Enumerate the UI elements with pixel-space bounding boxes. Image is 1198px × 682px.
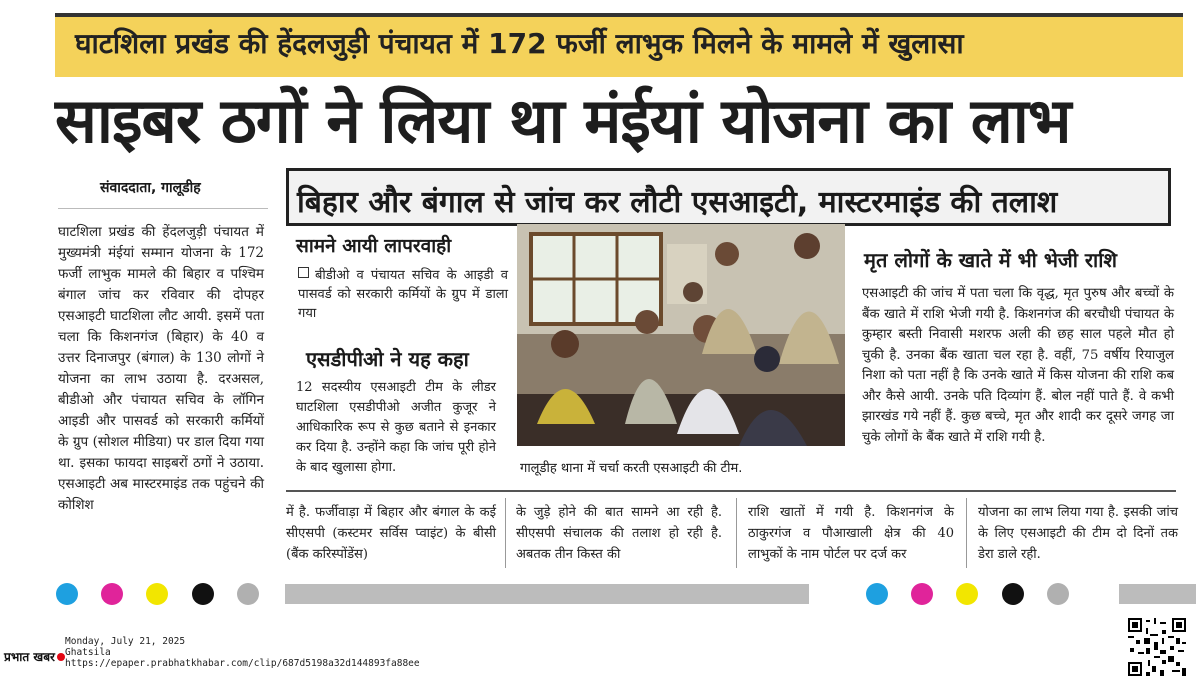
bottom-column-2: के जुड़े होने की बात सामने आ रही है. सीएसपी संचालक की तलाश हो रही है. अबतक तीन किस्त की — [516, 505, 722, 562]
bottom-column-4: योजना का लाभ लिया गया है. इसकी जांच के लिए एसआइटी की टीम दो दिनों तक डेरा डाले रही. — [978, 505, 1178, 562]
lead-paragraph: घाटशिला प्रखंड की हेंदलजुड़ी पंचायत में मुख्यमंत्री मंईयां सम्मान योजना के 172 फर्जी लाभुक मामले की बिहार व पश्चिम बंगाल जांच कर रविवार की दोपहर एसआइटी घाटशिला लौट आयी. इसमें पता चला कि किशनगंज (बिहार) के 40 व उत्तर दिनाजपुर (बंगाल) के 130 लोगों ने योजना का लाभ उठाया है. दरअसल, बीडीओ और पंचायत सचिव के लॉगिन आइडी और पासवर्ड को सरकारी कर्मियों के ग्रुप (सोशल मीडिया) पर डाल दिया गया था. इसका फायदा साइबरों ठगों ने उठाया. एसआइटी अब मास्टरमाइंड तक पहुंचने की कोशिश — [58, 224, 264, 513]
sub-headline: बिहार और बंगाल से जांच कर लौटी एसआइटी, मास्टरमाइंड की तलाश — [286, 168, 1171, 226]
photo-caption: गालूडीह थाना में चर्चा करती एसआइटी की टीम. — [520, 461, 743, 476]
section-divider — [286, 490, 1176, 492]
black-register-mark — [1002, 583, 1024, 605]
brand-logo — [4, 648, 65, 665]
magenta-register-mark — [101, 583, 123, 605]
yellow-register-mark — [956, 583, 978, 605]
bottom-column-3: राशि खातों में गयी है. किशनगंज के ठाकुरगंज व पौआखाली क्षेत्र की 40 लाभुकों के नाम पोर्टल पर दर्ज कर — [748, 505, 954, 562]
byline-divider — [58, 208, 268, 209]
column-divider — [966, 498, 967, 568]
byline: संवाददाता, गालूडीह — [100, 180, 201, 196]
news-photo — [517, 224, 845, 446]
brand-logo-text: प्रभात खबर — [4, 650, 55, 664]
clip-url[interactable]: https://epaper.prabhatkhabar.com/clip/687d5198a32d144893fa88ee — [65, 658, 420, 669]
clip-place: Ghatsila — [65, 647, 111, 658]
main-headline: साइबर ठगों ने लिया था मंईयां योजना का लाभ — [55, 84, 1071, 157]
cyan-register-mark — [56, 583, 78, 605]
print-color-bar — [285, 584, 809, 604]
box-heading-negligence: सामने आयी लापरवाही — [296, 235, 452, 257]
black-register-mark — [192, 583, 214, 605]
checkbox-bullet-icon — [298, 267, 309, 278]
clip-metadata — [65, 636, 420, 669]
grey-register-mark — [1047, 583, 1069, 605]
side-paragraph: एसआइटी की जांच में पता चला कि वृद्ध, मृत पुरुष और बच्चों के बैंक खाते में राशि भेजी गयी है. किशनगंज की बरचौधी पंचायत के कुम्हार बस्ती निवासी मशरफ अली की छह साल पहले मौत हो चुकी है. उनका बैंक खाता चल रहा है. वहीं, 75 वर्षीय रियाजुल निशा को पता नहीं है कि उनके खाते में किस योजना की राशि कब और कैसे आयी. उनके पति दिव्यांग हैं. बोल नहीं पाते हैं. वे कभी झारखंड गये नहीं हैं. कुछ बच्चे, मृत और शादी कर दूसरे जगह जा चुके लोगों के बैंक खाते में राशि गयी है. — [862, 286, 1174, 445]
box-sdpo-text: 12 सदस्यीय एसआइटी टीम के लीडर घाटशिला एसडीपीओ अजीत कुजूर ने आधिकारिक रूप से कुछ बताने से इनकार कर दिया है. उन्होंने कहा कि जांच पूरी होने के बाद खुलासा होगा. — [296, 380, 496, 475]
box-heading-sdpo: एसडीपीओ ने यह कहा — [306, 347, 469, 371]
grey-register-mark — [237, 583, 259, 605]
photo-illustration — [517, 224, 845, 446]
magenta-register-mark — [911, 583, 933, 605]
column-divider — [736, 498, 737, 568]
cyan-register-mark — [866, 583, 888, 605]
column-divider — [505, 498, 506, 568]
yellow-register-mark — [146, 583, 168, 605]
bottom-column-1: में है. फर्जीवाड़ा में बिहार और बंगाल के कई सीएसपी (कस्टमर सर्विस प्वाइंट) के बीसी (बैंक करिस्पोंडेंस) — [286, 505, 496, 562]
box-bullet-text: बीडीओ व पंचायत सचिव के आइडी व पासवर्ड को सरकारी कर्मियों के ग्रुप में डाला गया — [298, 268, 508, 321]
logo-dot-icon — [57, 653, 65, 661]
box-bullet — [298, 266, 508, 323]
print-color-bar — [1119, 584, 1196, 604]
kicker-text: घाटशिला प्रखंड की हेंदलजुड़ी पंचायत में 172 फर्जी लाभुक मिलने के मामले में खुलासा — [75, 27, 964, 60]
side-heading: मृत लोगों के खाते में भी भेजी राशि — [864, 248, 1118, 272]
qr-code-icon[interactable] — [1128, 618, 1186, 676]
clip-date: Monday, July 21, 2025 — [65, 636, 186, 647]
